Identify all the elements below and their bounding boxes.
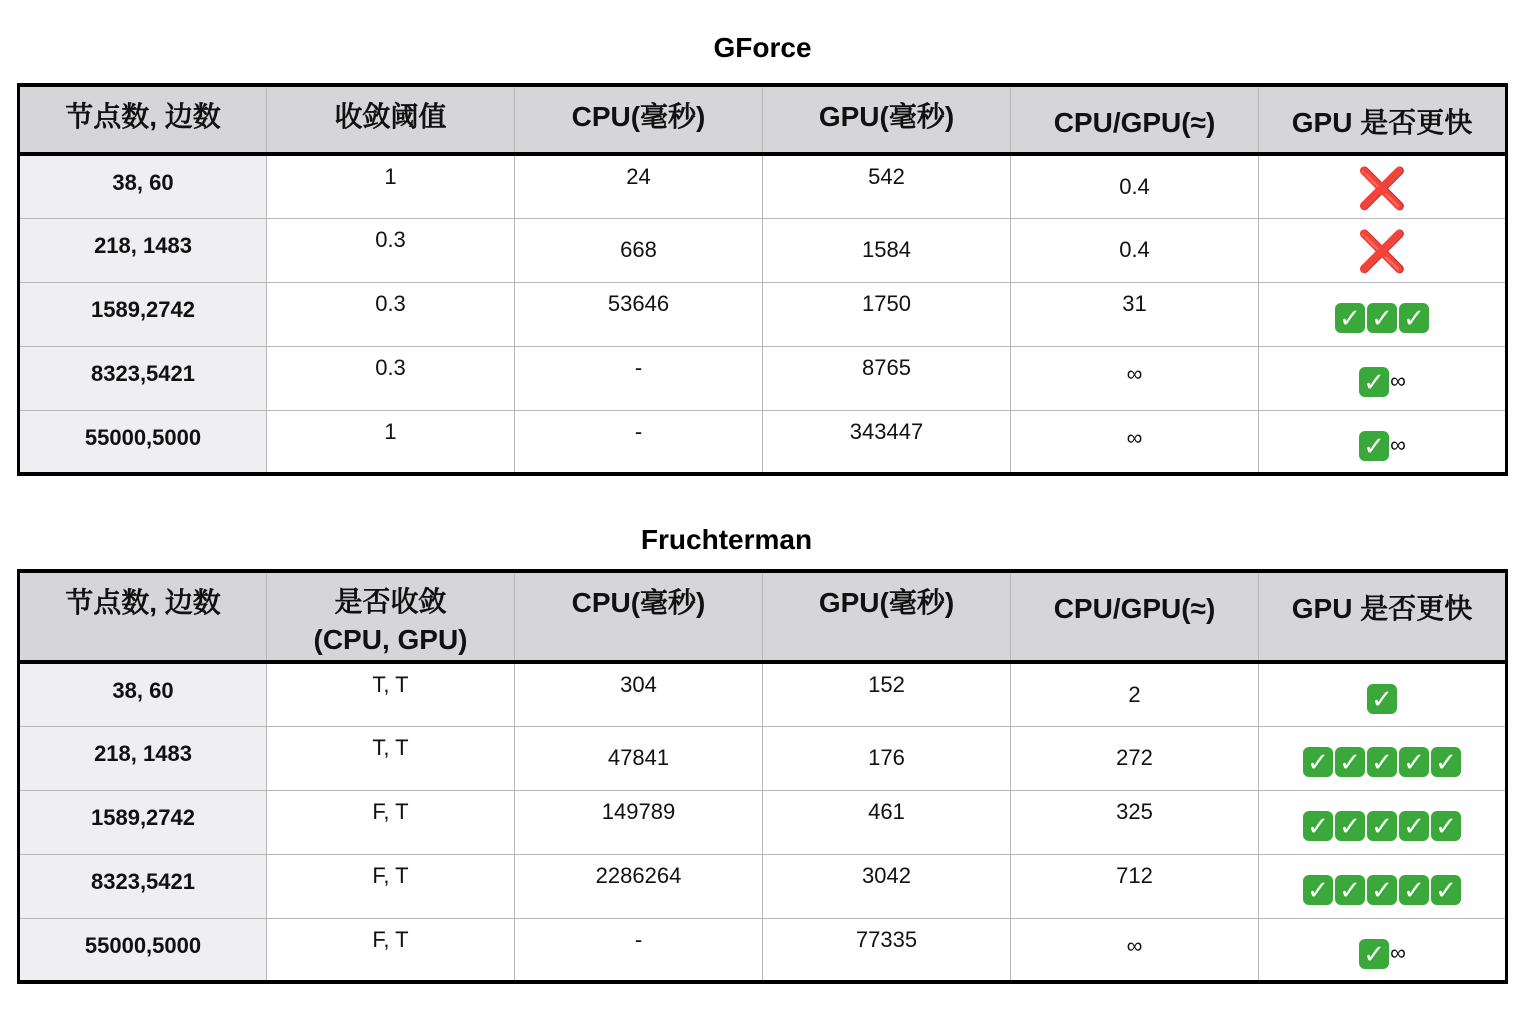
cell-gpu-faster — [1259, 726, 1507, 790]
cell-gpu-ms: 1750 — [763, 282, 1011, 346]
col-header-nodes-edges: 节点数, 边数 — [19, 571, 267, 662]
check-mark-icon — [1302, 746, 1462, 777]
cell-threshold: 0.3 — [267, 218, 515, 282]
col-header-gpu-faster: GPU 是否更快 — [1259, 85, 1507, 154]
cell-gpu-faster — [1259, 918, 1507, 982]
cell-ratio: ∞ — [1011, 346, 1259, 410]
check-mark-icon — [1358, 430, 1406, 461]
cell-cpu-ms: 668 — [515, 218, 763, 282]
cell-threshold: 1 — [267, 410, 515, 474]
check-mark-icon: ✓ — [1367, 684, 1397, 714]
cell-nodes-edges: 8323,5421 — [19, 346, 267, 410]
infinity-symbol: ∞ — [1390, 367, 1406, 393]
cell-converged: T, T — [267, 662, 515, 726]
check-mark-icon: ✓ — [1431, 875, 1461, 905]
gforce-table — [17, 83, 1508, 476]
cell-ratio: 712 — [1011, 854, 1259, 918]
check-mark-icon: ✓ — [1367, 303, 1397, 333]
col-header-cpu-ms: CPU(毫秒) — [515, 85, 763, 154]
cell-cpu-ms: - — [515, 346, 763, 410]
fruchterman-table — [17, 569, 1508, 984]
cell-nodes-edges: 1589,2742 — [19, 282, 267, 346]
cell-nodes-edges: 38, 60 — [19, 662, 267, 726]
table-row — [19, 790, 1507, 854]
cell-gpu-faster — [1259, 854, 1507, 918]
check-mark-icon: ✓ — [1399, 747, 1429, 777]
check-mark-icon: ✓ — [1335, 811, 1365, 841]
cell-gpu-ms: 343447 — [763, 410, 1011, 474]
cell-ratio: 272 — [1011, 726, 1259, 790]
cell-gpu-ms: 152 — [763, 662, 1011, 726]
cell-cpu-ms: 53646 — [515, 282, 763, 346]
cell-gpu-ms: 3042 — [763, 854, 1011, 918]
col-header-gpu-faster: GPU 是否更快 — [1259, 571, 1507, 662]
cell-ratio: 0.4 — [1011, 154, 1259, 218]
table-row — [19, 154, 1507, 218]
cell-gpu-faster — [1259, 282, 1507, 346]
fruchterman-title: Fruchterman — [640, 524, 813, 555]
cell-ratio: ∞ — [1011, 410, 1259, 474]
col-header-ratio: CPU/GPU(≈) — [1011, 85, 1259, 154]
col-header-nodes-edges: 节点数, 边数 — [19, 85, 267, 154]
infinity-symbol: ∞ — [1390, 939, 1406, 965]
col-header-converged-label: 是否收敛 (CPU, GPU) — [313, 586, 468, 655]
cell-gpu-ms: 1584 — [763, 218, 1011, 282]
cell-cpu-ms: 2286264 — [515, 854, 763, 918]
table-row — [19, 410, 1507, 474]
cell-ratio: 2 — [1011, 662, 1259, 726]
cell-ratio: 0.4 — [1011, 218, 1259, 282]
cell-nodes-edges: 1589,2742 — [19, 790, 267, 854]
check-mark-icon: ✓ — [1303, 747, 1333, 777]
cell-gpu-faster — [1259, 662, 1507, 726]
check-mark-icon: ✓ — [1335, 875, 1365, 905]
check-mark-icon — [1358, 366, 1406, 397]
cell-nodes-edges: 55000,5000 — [19, 410, 267, 474]
cell-gpu-faster — [1259, 218, 1507, 282]
cell-gpu-ms: 8765 — [763, 346, 1011, 410]
table-row — [19, 918, 1507, 982]
cell-nodes-edges: 55000,5000 — [19, 918, 267, 982]
cell-nodes-edges: 218, 1483 — [19, 726, 267, 790]
cell-converged: F, T — [267, 854, 515, 918]
check-mark-icon: ✓ — [1367, 811, 1397, 841]
check-mark-icon — [1302, 874, 1462, 905]
check-mark-icon: ✓ — [1359, 939, 1389, 969]
cell-gpu-faster — [1259, 154, 1507, 218]
cell-gpu-ms: 77335 — [763, 918, 1011, 982]
table-row — [19, 726, 1507, 790]
cell-ratio: 325 — [1011, 790, 1259, 854]
table-header-row — [19, 85, 1507, 154]
check-mark-icon: ✓ — [1359, 367, 1389, 397]
cell-ratio: ∞ — [1011, 918, 1259, 982]
check-mark-icon: ✓ — [1431, 811, 1461, 841]
check-mark-icon: ✓ — [1399, 875, 1429, 905]
cell-converged: F, T — [267, 918, 515, 982]
cell-gpu-faster — [1259, 410, 1507, 474]
cell-gpu-ms: 542 — [763, 154, 1011, 218]
check-mark-icon: ✓ — [1431, 747, 1461, 777]
check-mark-icon: ✓ — [1335, 747, 1365, 777]
check-mark-icon: ✓ — [1367, 875, 1397, 905]
check-mark-icon: ✓ — [1399, 811, 1429, 841]
infinity-symbol: ∞ — [1390, 431, 1406, 457]
check-mark-icon: ✓ — [1303, 811, 1333, 841]
col-header-gpu-ms: GPU(毫秒) — [763, 571, 1011, 662]
check-mark-icon: ✓ — [1335, 303, 1365, 333]
table-row — [19, 346, 1507, 410]
cell-nodes-edges: 38, 60 — [19, 154, 267, 218]
cell-cpu-ms: 149789 — [515, 790, 763, 854]
col-header-ratio: CPU/GPU(≈) — [1011, 571, 1259, 662]
check-mark-icon — [1334, 302, 1430, 333]
cell-threshold: 1 — [267, 154, 515, 218]
check-mark-icon: ✓ — [1399, 303, 1429, 333]
cell-cpu-ms: 47841 — [515, 726, 763, 790]
table-row — [19, 854, 1507, 918]
cell-gpu-ms: 461 — [763, 790, 1011, 854]
check-mark-icon — [1358, 938, 1406, 969]
cross-mark-icon: ❌ — [1357, 167, 1407, 211]
check-mark-icon — [1366, 684, 1398, 715]
gforce-title: GForce — [713, 32, 812, 63]
cell-nodes-edges: 218, 1483 — [19, 218, 267, 282]
cell-gpu-faster — [1259, 346, 1507, 410]
cell-threshold: 0.3 — [267, 282, 515, 346]
cell-cpu-ms: 24 — [515, 154, 763, 218]
cell-gpu-faster — [1259, 790, 1507, 854]
cell-converged: T, T — [267, 726, 515, 790]
cell-gpu-ms: 176 — [763, 726, 1011, 790]
cell-ratio: 31 — [1011, 282, 1259, 346]
col-header-threshold: 收敛阈值 — [267, 85, 515, 154]
cell-threshold: 0.3 — [267, 346, 515, 410]
check-mark-icon: ✓ — [1303, 875, 1333, 905]
cell-cpu-ms: - — [515, 918, 763, 982]
cross-mark-icon: ❌ — [1357, 229, 1407, 274]
cell-cpu-ms: - — [515, 410, 763, 474]
check-mark-icon — [1302, 810, 1462, 841]
check-mark-icon: ✓ — [1359, 431, 1389, 461]
table-row — [19, 282, 1507, 346]
table-header-row — [19, 571, 1507, 662]
cell-nodes-edges: 8323,5421 — [19, 854, 267, 918]
table-row — [19, 218, 1507, 282]
col-header-converged — [267, 571, 515, 662]
col-header-gpu-ms: GPU(毫秒) — [763, 85, 1011, 154]
check-mark-icon: ✓ — [1367, 747, 1397, 777]
cell-converged: F, T — [267, 790, 515, 854]
col-header-cpu-ms: CPU(毫秒) — [515, 571, 763, 662]
table-row — [19, 662, 1507, 726]
cell-cpu-ms: 304 — [515, 662, 763, 726]
